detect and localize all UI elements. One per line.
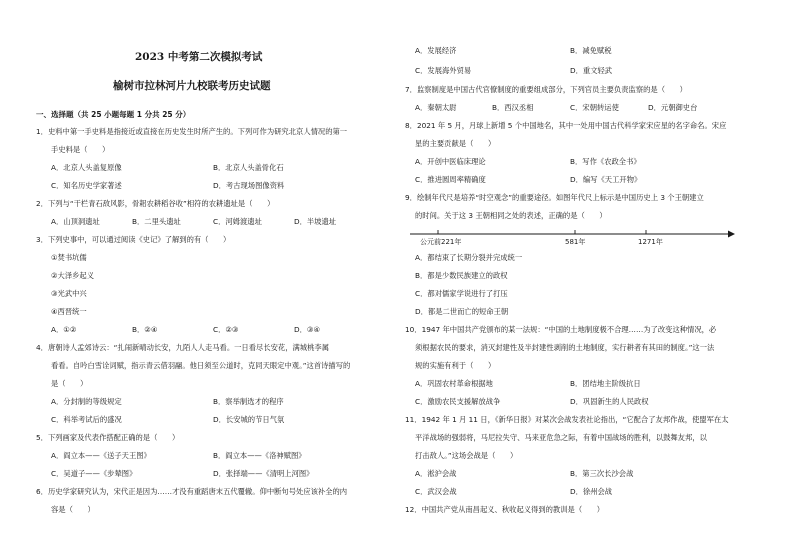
question-6-stem-line2: 容是（ ） [51,505,95,514]
question-10-stem-line2: 须根据农民的要求，消灭封建性及半封建性剥削的土地制度，实行耕者有其田的制度。”这一法 [415,343,715,352]
question-1-stem-line2: 手史料是（ ） [51,145,110,154]
question-6-option-d[interactable]: D．重文轻武 [570,66,613,75]
question-11-stem-line2: 平洋战场的强弱将，马尼拉失守、马来亚危急之际，有着中国战场的胜利，以鼓舞友邦，以 [415,433,707,442]
question-2-option-a[interactable]: A．山顶洞遗址 [51,217,100,226]
question-6-option-b[interactable]: B．减免赋税 [570,46,612,55]
question-5-option-b[interactable]: B．阎立本——《洛神赋图》 [213,451,306,460]
question-7-option-a[interactable]: A．秦朝太尉 [415,103,457,112]
question-1-option-b[interactable]: B．北京人头盖骨化石 [213,163,284,172]
question-3-stem: 3．下列史事中，可以通过阅读《史记》了解到的有（ ） [36,235,231,244]
question-7-stem: 7．监察制度是中国古代官僚制度的重要组成部分，下列官员主要负责监察的是（ ） [405,85,687,94]
timeline-label-581: 581年 [565,238,586,246]
question-12-stem: 12．中国共产党从南昌起义、秋收起义得到的教训是（ ） [405,505,605,514]
question-2-option-c[interactable]: C．河姆渡遗址 [213,217,262,226]
question-7-option-d[interactable]: D．元朝御史台 [648,103,698,112]
timeline-figure [410,228,735,242]
timeline-label-1271: 1271年 [638,238,663,246]
question-10-option-b[interactable]: B．团结地主阶级抗日 [570,379,641,388]
question-10-option-d[interactable]: D．巩固新生的人民政权 [570,397,649,406]
question-4-option-a[interactable]: A．分封制的等级规定 [51,397,122,406]
question-11-option-c[interactable]: C．武汉会战 [415,487,457,496]
exam-subtitle: 榆树市拉林河片九校联考历史试题 [113,80,271,92]
question-5-option-d[interactable]: D．张择端——《清明上河图》 [213,469,314,478]
question-1-stem-line1: 1．史料中第一手史料是指接近或直接在历史发生时所产生的。下列可作为研究北京人情况的第一 [36,127,348,136]
question-9-option-b[interactable]: B．都是少数民族建立的政权 [415,271,508,280]
question-3-item-1: ①焚书坑儒 [51,253,87,262]
question-9-option-c[interactable]: C．都对儒家学说进行了打压 [415,289,508,298]
question-3-option-c[interactable]: C．②③ [213,325,239,334]
question-11-option-d[interactable]: D．徐州会战 [570,487,613,496]
question-8-option-d[interactable]: D．编写《天工开物》 [570,175,642,184]
question-1-option-c[interactable]: C．知名历史学家著述 [51,181,122,190]
question-3-item-3: ③光武中兴 [51,289,87,298]
question-1-option-d[interactable]: D．考古现场图像资料 [213,181,285,190]
question-11-option-b[interactable]: B．第三次长沙会战 [570,469,634,478]
question-9-stem-line1: 9．绘制年代尺是培养“时空观念”的重要途径。如图年代尺上标示是中国历史上 3 个王朝建立 [405,193,704,202]
question-6-option-a[interactable]: A．发展经济 [415,46,457,55]
question-8-option-a[interactable]: A．开创中医临床理论 [415,157,486,166]
question-3-option-b[interactable]: B．②④ [132,325,158,334]
question-6-stem-line1: 6．历史学家研究认为，宋代正是因为……才没有重蹈唐末五代覆辙。仰中断句号处应该补全的内 [36,487,348,496]
question-5-option-a[interactable]: A．阎立本——《送子天王图》 [51,451,151,460]
question-2-option-d[interactable]: D．半坡遗址 [294,217,337,226]
question-3-item-4: ④西晋统一 [51,307,87,316]
question-5-option-c[interactable]: C．吴道子——《步辇图》 [51,469,137,478]
question-5-stem: 5．下列画家及代表作搭配正确的是（ ） [36,433,180,442]
question-4-stem-line1: 4．唐朝诗人孟郊诗云：“扎闹新晴动长安，九陌人人走马看。一日看尽长安花，满城桃李属 [36,343,329,352]
question-9-option-d[interactable]: D．都是二世而亡的短命王朝 [415,307,509,316]
question-9-option-a[interactable]: A．都结束了长期分裂并完成统一 [415,253,523,262]
question-10-option-a[interactable]: A．巩固农村革命根据地 [415,379,493,388]
question-6-option-c[interactable]: C．发展海外贸易 [415,66,472,75]
question-10-option-c[interactable]: C．激励农民支援解放战争 [415,397,501,406]
question-2-stem: 2．下列与“干栏青石敌风影，骨耜农耕稻谷收”相符的农耕遗址是（ ） [36,199,275,208]
question-10-stem-line3: 规的实施有利于（ ） [415,361,496,370]
question-11-option-a[interactable]: A．淞沪会战 [415,469,457,478]
exam-title: 2023 中考第二次模拟考试 [135,51,263,63]
question-4-stem-line2: 看看。自吟白雪诠词赋，指示青云借羽翮。他日须至公道时，克同天眼定中观。”这首诗描写的 [51,361,351,370]
question-11-stem-line1: 11．1942 年 1 月 11 日，《新华日报》对某次会战发表社论指出，“它配合了友邦作战，使盟军在太 [405,415,729,424]
question-8-stem-line2: 星的主要贡献是（ ） [415,139,496,148]
question-3-item-2: ②大泽乡起义 [51,271,95,280]
timeline-arrow [728,231,735,238]
section-heading: 一、选择题（共 25 小题每题 1 分共 25 分） [36,110,191,119]
question-2-option-b[interactable]: B．二里头遗址 [132,217,181,226]
question-8-option-c[interactable]: C．推进圆周率精确度 [415,175,486,184]
question-8-stem-line1: 8．2021 年 5 月，月球上新增 5 个中国地名，其中一处用中国古代科学家宋应星的名字命名。宋应 [405,121,727,130]
question-9-stem-line2: 的时间。关于这 3 王朝相同之处的表述，正确的是（ ） [415,211,607,220]
question-4-option-b[interactable]: B．察举制选才的程序 [213,397,284,406]
question-4-stem-line3: 是（ ） [51,379,88,388]
question-7-option-b[interactable]: B．西汉丞相 [492,103,534,112]
question-4-option-c[interactable]: C．科举考试后的盛况 [51,415,122,424]
timeline-label-221bc: 公元前221年 [420,238,462,246]
question-8-option-b[interactable]: B．写作《农政全书》 [570,157,641,166]
question-4-option-d[interactable]: D．长安城的节日气氛 [213,415,285,424]
question-7-option-c[interactable]: C．宋朝转运使 [570,103,619,112]
question-10-stem-line1: 10．1947 年中国共产党颁布的某一法规：“中国的土地制度极不合理……为了改变这种情况，必 [405,325,717,334]
question-11-stem-line3: 打击敌人。”这场会战是（ ） [415,451,518,460]
question-3-option-d[interactable]: D．③④ [294,325,320,334]
question-1-option-a[interactable]: A．北京人头盖复原像 [51,163,122,172]
question-3-option-a[interactable]: A．①② [51,325,77,334]
